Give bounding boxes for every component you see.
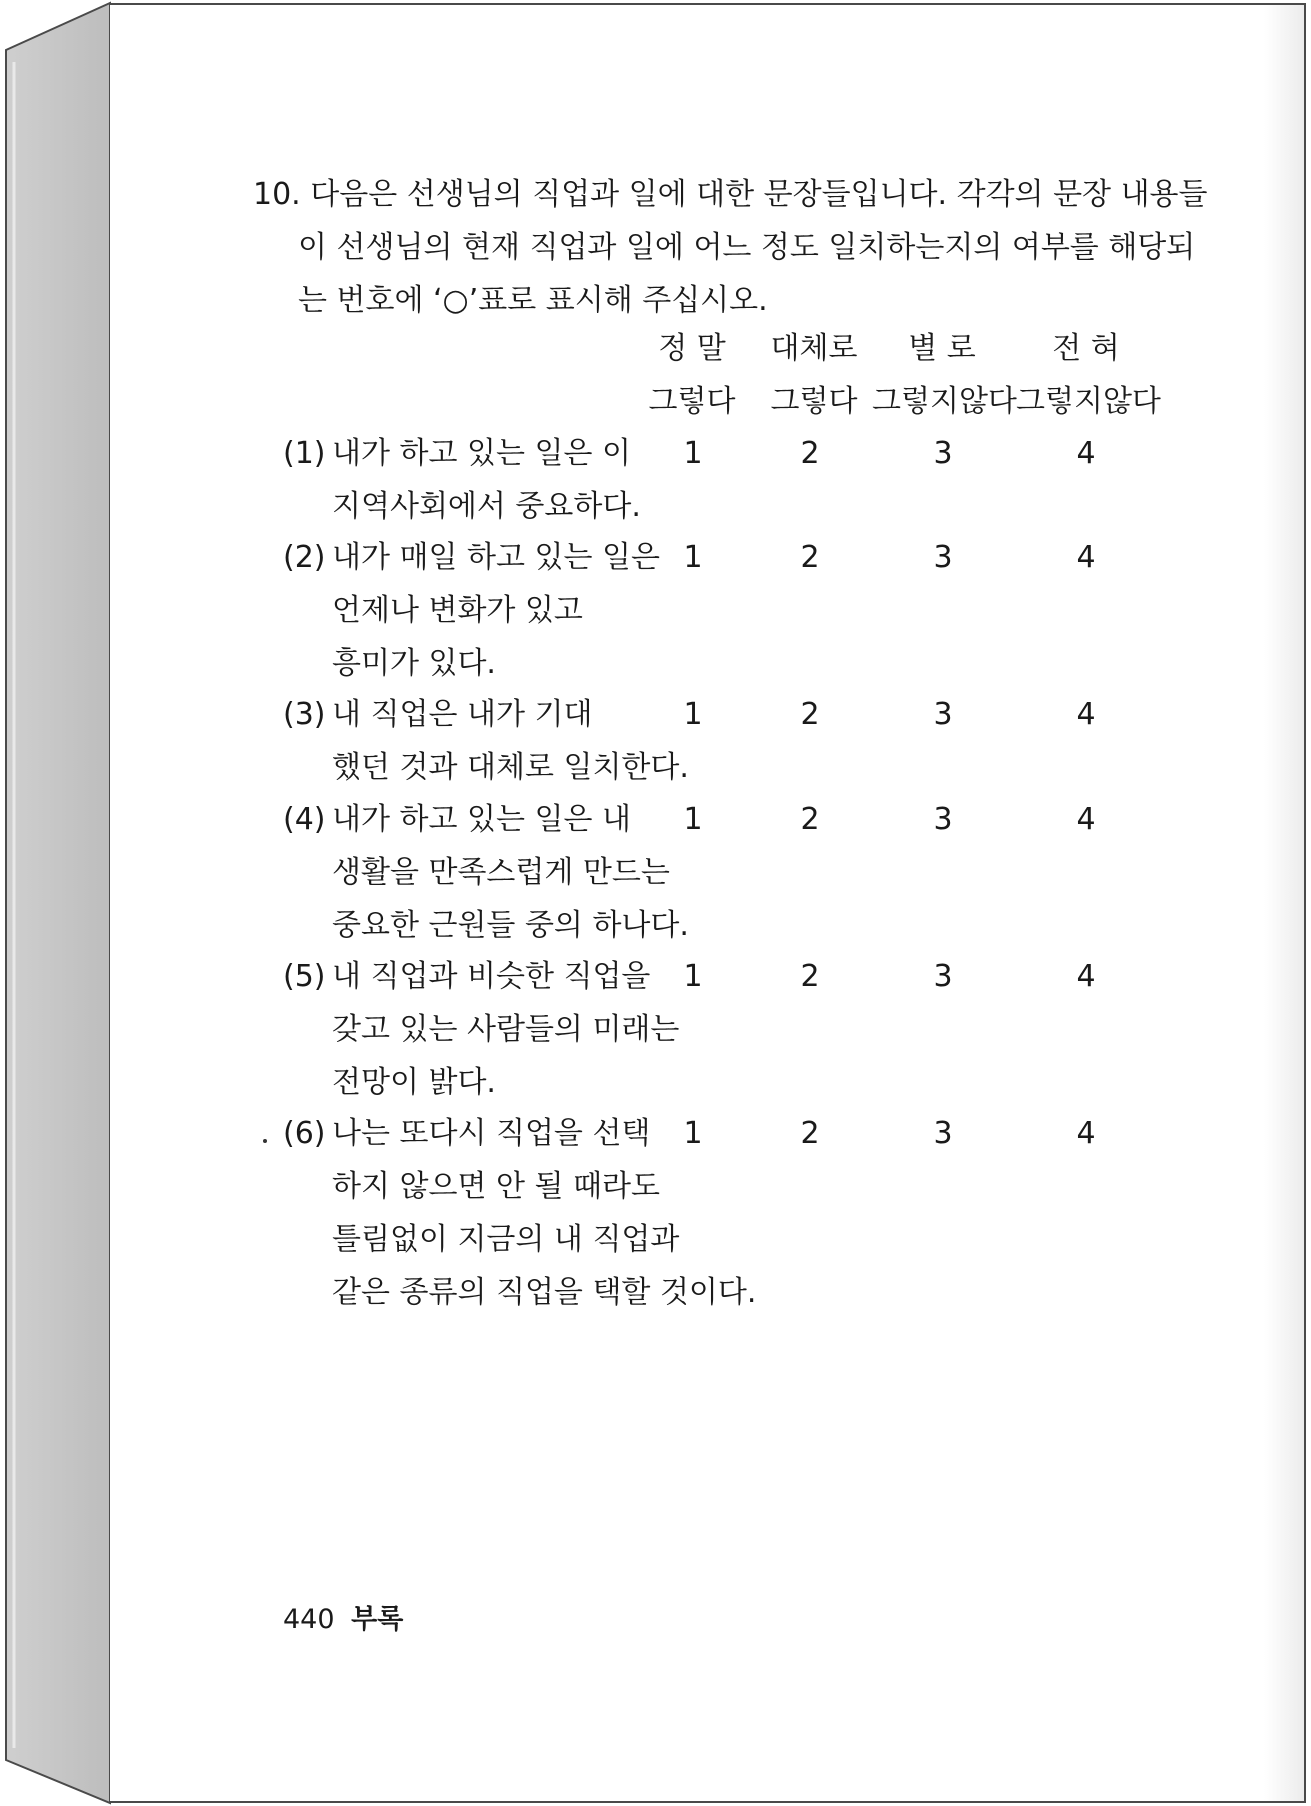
scale-header-4-line1: 전 혀 [1052, 331, 1120, 366]
footer-section: 부록 [351, 1604, 404, 1635]
scale-header-3-line2: 그렇지않다 [872, 384, 1017, 419]
item-6-option-3[interactable]: 3 [933, 1116, 953, 1151]
scale-header-4-line2: 그렇지않다 [1016, 384, 1161, 419]
item-2-option-4[interactable]: 4 [1076, 540, 1096, 575]
item-6-option-1[interactable]: 1 [683, 1116, 703, 1151]
item-2-line-3: 흥미가 있다. [332, 646, 496, 681]
item-6-option-4[interactable]: 4 [1076, 1116, 1096, 1151]
item-3-number: (3) [283, 697, 326, 732]
item-5-option-4[interactable]: 4 [1076, 959, 1096, 994]
item-4-line-1: 내가 하고 있는 일은 내 [332, 802, 631, 837]
item-6-line-4: 같은 종류의 직업을 택할 것이다. [332, 1275, 757, 1310]
item-3-line-2: 했던 것과 대체로 일치한다. [332, 750, 689, 785]
item-1-line-1: 내가 하고 있는 일은 이 [332, 436, 631, 471]
margin-dot [263, 1139, 267, 1143]
scale-header-2-line2: 그렇다 [770, 384, 858, 419]
item-4-option-3[interactable]: 3 [933, 802, 953, 837]
item-4-line-2: 생활을 만족스럽게 만드는 [332, 855, 670, 890]
scale-header-2-line1: 대체로 [770, 331, 858, 366]
item-5-option-3[interactable]: 3 [933, 959, 953, 994]
item-5-option-2[interactable]: 2 [800, 959, 820, 994]
item-1-option-2[interactable]: 2 [800, 436, 820, 471]
item-3-option-2[interactable]: 2 [800, 697, 820, 732]
item-2-option-3[interactable]: 3 [933, 540, 953, 575]
item-2-number: (2) [283, 540, 326, 575]
page-number: 440 [283, 1604, 335, 1635]
question-line-1: 10. 다음은 선생님의 직업과 일에 대한 문장들입니다. 각각의 문장 내용들 [253, 177, 1208, 212]
item-5-line-3: 전망이 밝다. [332, 1065, 496, 1100]
item-2-line-1: 내가 매일 하고 있는 일은 [332, 540, 660, 575]
page-footer [283, 1597, 403, 1636]
scale-header-1-line1: 정 말 [658, 331, 726, 366]
item-4-line-3: 중요한 근원들 중의 하나다. [332, 908, 689, 943]
item-2-option-1[interactable]: 1 [683, 540, 703, 575]
item-1-number: (1) [283, 436, 326, 471]
scale-header-1-line2: 그렇다 [648, 384, 736, 419]
item-4-option-2[interactable]: 2 [800, 802, 820, 837]
item-1-option-1[interactable]: 1 [683, 436, 703, 471]
item-6-line-3: 틀림없이 지금의 내 직업과 [332, 1222, 680, 1257]
question-line-2: 이 선생님의 현재 직업과 일에 어느 정도 일치하는지의 여부를 해당되 [298, 230, 1196, 265]
item-6-number: (6) [283, 1116, 326, 1151]
item-5-number: (5) [283, 959, 326, 994]
item-3-option-4[interactable]: 4 [1076, 697, 1096, 732]
item-6-line-1: 나는 또다시 직업을 선택 [332, 1116, 651, 1151]
question-line-3: 는 번호에 ‘○’표로 표시해 주십시오. [298, 283, 768, 318]
book-spine [0, 0, 120, 1806]
item-4-number: (4) [283, 802, 326, 837]
item-6-line-2: 하지 않으면 안 될 때라도 [332, 1169, 660, 1204]
item-2-line-2: 언제나 변화가 있고 [332, 593, 583, 628]
item-3-option-1[interactable]: 1 [683, 697, 703, 732]
item-4-option-4[interactable]: 4 [1076, 802, 1096, 837]
item-5-line-1: 내 직업과 비슷한 직업을 [332, 959, 651, 994]
item-1-option-3[interactable]: 3 [933, 436, 953, 471]
item-1-option-4[interactable]: 4 [1076, 436, 1096, 471]
item-3-option-3[interactable]: 3 [933, 697, 953, 732]
item-4-option-1[interactable]: 1 [683, 802, 703, 837]
item-5-option-1[interactable]: 1 [683, 959, 703, 994]
item-6-option-2[interactable]: 2 [800, 1116, 820, 1151]
item-2-option-2[interactable]: 2 [800, 540, 820, 575]
item-5-line-2: 갖고 있는 사람들의 미래는 [332, 1012, 680, 1047]
scale-header-3-line1: 별 로 [908, 331, 976, 366]
item-3-line-1: 내 직업은 내가 기대 [332, 697, 593, 732]
item-1-line-2: 지역사회에서 중요하다. [332, 489, 641, 524]
